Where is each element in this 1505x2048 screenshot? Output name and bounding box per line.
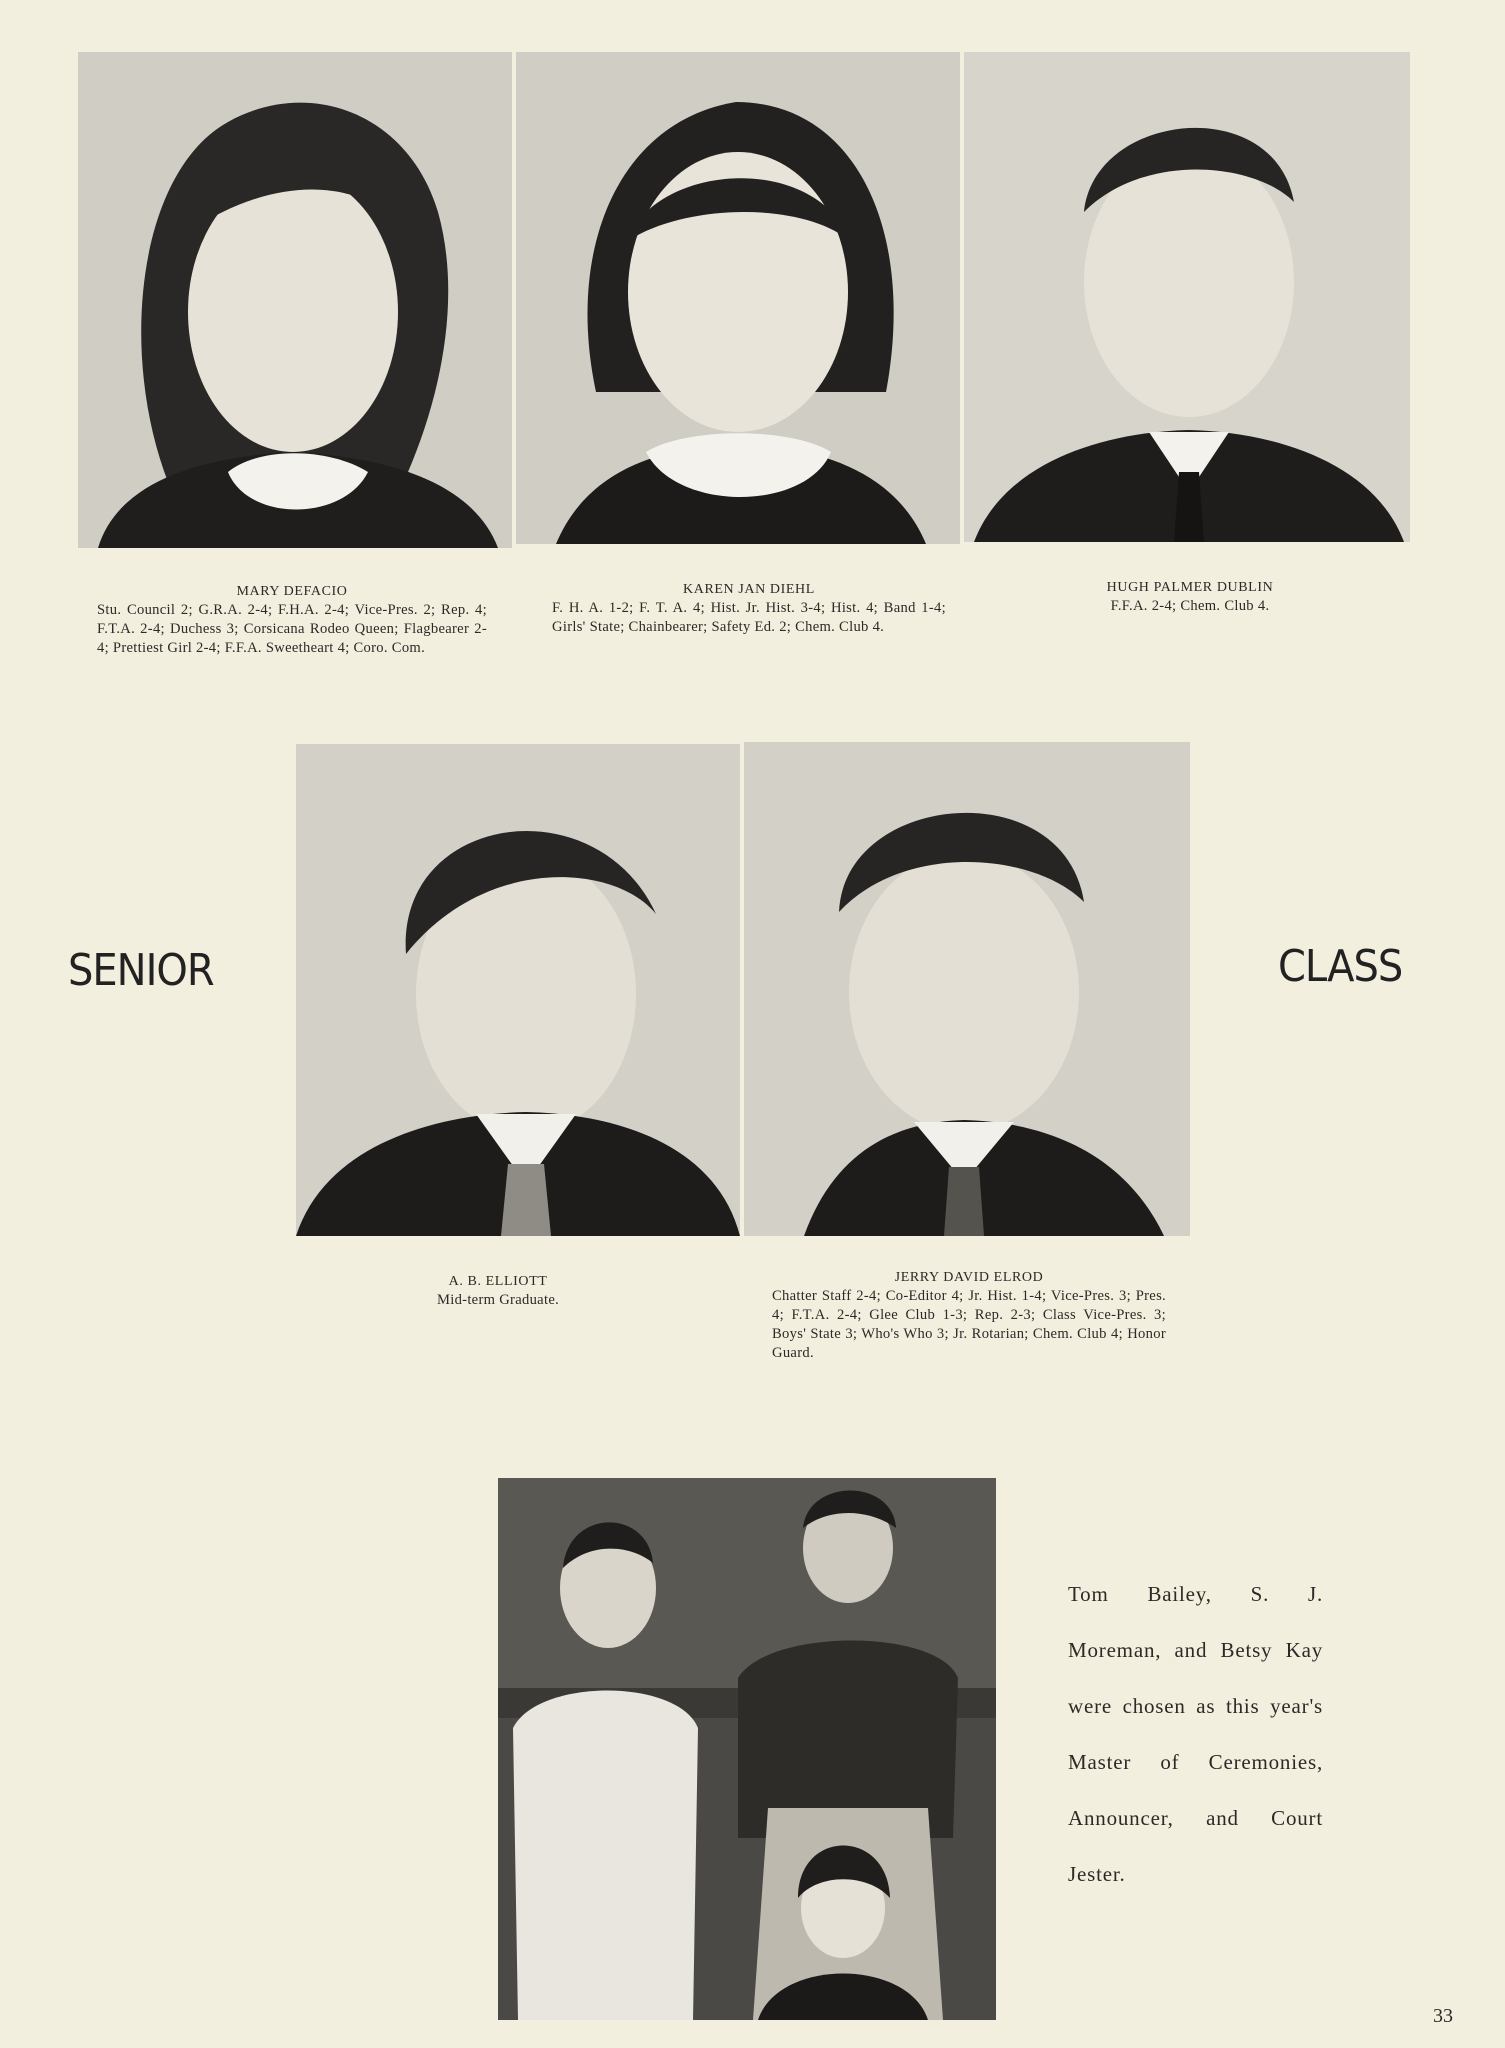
portrait-jerry-david-elrod: [744, 742, 1190, 1236]
portrait-karen-jan-diehl: [516, 52, 960, 544]
caption-karen-jan-diehl: [552, 580, 946, 637]
student-activities: F.F.A. 2-4; Chem. Club 4.: [1110, 598, 1270, 614]
portrait-image: [744, 742, 1190, 1236]
group-photo-story: [1068, 1566, 1323, 1902]
student-activities: Chatter Staff 2-4; Co-Editor 4; Jr. Hist. 1-4; Vice-Pres. 3; Pres. 4; F.T.A. 2-4; Glee Club 1-3; Rep. 2-3; Class Vice-Pres. 3; Boys' State 3; Who's Who 3; Jr. Rotarian; Chem. Club 4; Honor Guard.: [772, 1288, 1166, 1361]
portrait-image: [516, 52, 960, 544]
caption-hugh-palmer-dublin: [1040, 578, 1340, 616]
caption-mary-defacio: [97, 582, 487, 658]
student-activities: Mid-term Graduate.: [436, 1292, 560, 1308]
group-photo-image: [498, 1478, 996, 2020]
student-activities: Stu. Council 2; G.R.A. 2-4; F.H.A. 2-4; Vice-Pres. 2; Rep. 4; F.T.A. 2-4; Duchess 3; Corsicana Rodeo Queen; Flagbearer 2-4; Prettiest Girl 2-4; F.F.A. Sweetheart 4; Coro. Com.: [97, 602, 487, 656]
student-name: A. B. ELLIOTT: [448, 1274, 548, 1289]
heading-senior: SENIOR: [68, 946, 214, 996]
story-text: Tom Bailey, S. J. Moreman, and Betsy Kay were chosen as this year's Master of Ceremonies, Announcer, and Court Jester.: [1068, 1582, 1323, 1886]
student-name: JERRY DAVID ELROD: [894, 1270, 1044, 1285]
portrait-image: [964, 52, 1410, 542]
portrait-image: [296, 744, 740, 1236]
caption-jerry-david-elrod: [772, 1268, 1166, 1363]
group-photo: [498, 1478, 996, 2020]
student-name: KAREN JAN DIEHL: [683, 582, 815, 597]
caption-ab-elliott: [398, 1272, 598, 1310]
portrait-hugh-palmer-dublin: [964, 52, 1410, 542]
portrait-image: [78, 52, 512, 548]
heading-class: CLASS: [1278, 942, 1403, 992]
student-name: MARY DEFACIO: [236, 584, 348, 599]
student-name: HUGH PALMER DUBLIN: [1106, 580, 1274, 595]
portrait-ab-elliott: [296, 744, 740, 1236]
page-number: 33: [1433, 2005, 1453, 2027]
portrait-mary-defacio: [78, 52, 512, 548]
student-activities: F. H. A. 1-2; F. T. A. 4; Hist. Jr. Hist. 3-4; Hist. 4; Band 1-4; Girls' State; Chainbearer; Safety Ed. 2; Chem. Club 4.: [552, 600, 946, 635]
